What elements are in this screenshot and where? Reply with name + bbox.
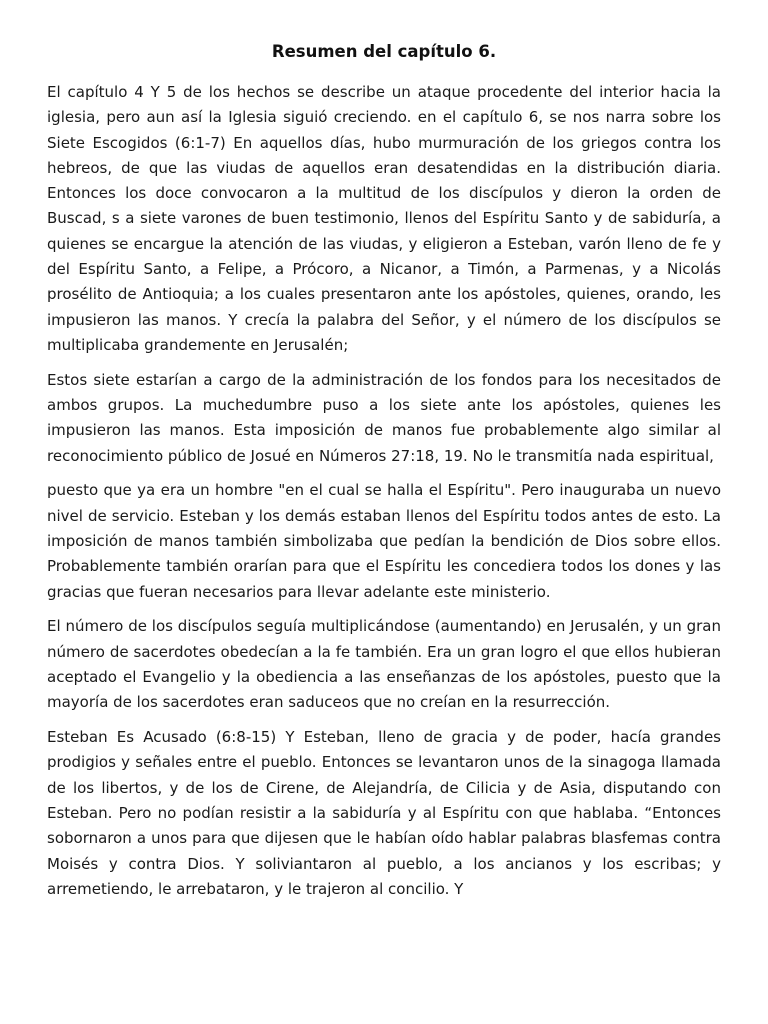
paragraph-3: puesto que ya era un hombre "en el cual se halla el Espíritu". Pero inauguraba un nuevo nivel de servicio. Esteban y los demás estaban llenos del Espíritu todos antes de esto. La imposición de manos también simbolizaba que pedían la bendición de Dios sobre ellos. Probablemente también orarían para que el Espíritu les concediera todos los dones y las gracias que fueran necesarios para llevar adelante este ministerio. [47, 481, 721, 601]
paragraph-1: El capítulo 4 Y 5 de los hechos se describe un ataque procedente del interior hacia la iglesia, pero aun así la Iglesia siguió creciendo. en el capítulo 6, se nos narra sobre los Siete Escogidos (6:1-7) En aquellos días, hubo murmuración de los griegos contra los hebreos, de que las viudas de aquellos eran desatendidas en la distribución diaria. Entonces los doce convocaron a la multitud de los discípulos y dieron la orden de Buscad, s a siete varones de buen testimonio, llenos del Espíritu Santo y de sabiduría, a quienes se encargue la atención de las viudas, y eligieron a Esteban, varón lleno de fe y del Espíritu Santo, a Felipe, a Prócoro, a Nicanor, a Timón, a Parmenas, y a Nicolás prosélito de Antioquia; a los cuales presentaron ante los apóstoles, quienes, orando, les impusieron las manos. Y crecía la palabra del Señor, y el número de los discípulos se multiplicaba grandemente en Jerusalén; [47, 83, 721, 354]
page-title: Resumen del capítulo 6. [271, 42, 497, 61]
document-body [47, 80, 721, 912]
paragraph-5: Esteban Es Acusado (6:8-15) Y Esteban, lleno de gracia y de poder, hacía grandes prodigios y señales entre el pueblo. Entonces se levantaron unos de la sinagoga llamada de los libertos, y de los de Cirene, de Alejandría, de Cilicia y de Asia, disputando con Esteban. Pero no podían resistir a la sabiduría y al Espíritu con que hablaba. “Entonces sobornaron a unos para que dijesen que le habían oído hablar palabras blasfemas contra Moisés y contra Dios. Y soliviantaron al pueblo, a los ancianos y los escribas; y arremetiendo, le arrebataron, y le trajeron al concilio. Y [47, 728, 721, 898]
paragraph-4: El número de los discípulos seguía multiplicándose (aumentando) en Jerusalén, y un gran número de sacerdotes obedecían a la fe también. Era un gran logro el que ellos hubieran aceptado el Evangelio y la obediencia a las enseñanzas de los apóstoles, puesto que la mayoría de los sacerdotes eran saduceos que no creían en la resurrección. [47, 617, 721, 712]
paragraph-2: Estos siete estarían a cargo de la administración de los fondos para los necesitados de ambos grupos. La muchedumbre puso a los siete ante los apóstoles, quienes les impusieron las manos. Esta imposición de manos fue probablemente algo similar al reconocimiento público de Josué en Números 27:18, 19. No le transmitía nada espiritual, [47, 370, 721, 465]
